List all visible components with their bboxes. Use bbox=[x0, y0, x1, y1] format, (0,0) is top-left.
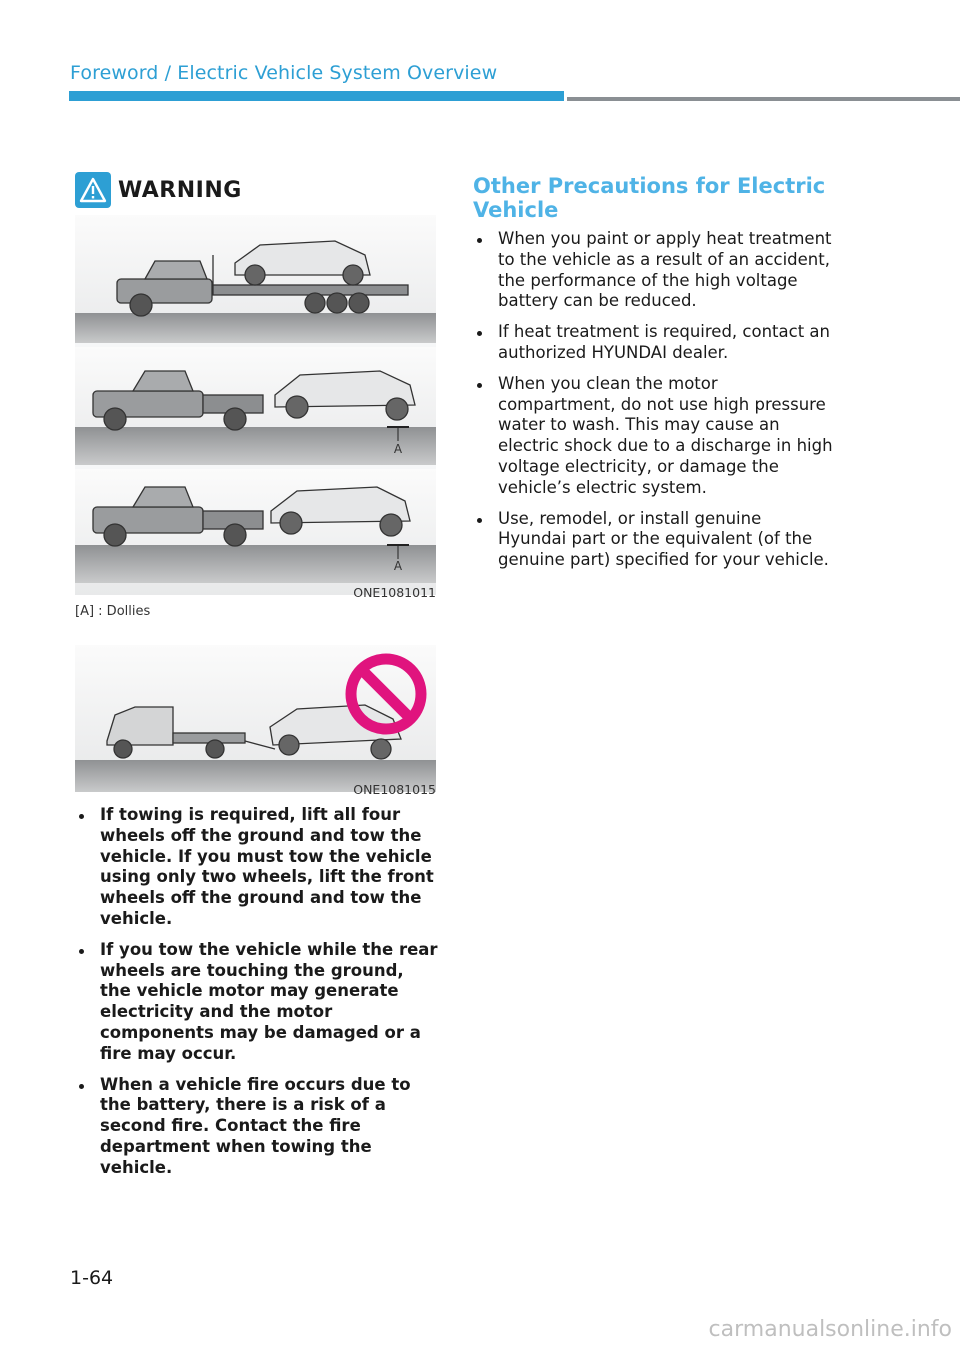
list-item: If towing is required, lift all four wheels off the ground and tow the vehicle. If you must tow the vehicle using only two wheels, lift the front wheels off the ground and tow the vehicle. bbox=[75, 805, 440, 930]
list-item: When a vehicle fire occurs due to the battery, there is a risk of a second fire. Contact the fire department when towing the vehicle. bbox=[75, 1075, 440, 1179]
watermark: carmanualsonline.info bbox=[708, 1317, 952, 1342]
header-title: Foreword / Electric Vehicle System Overview bbox=[70, 62, 498, 84]
figure-code: ONE1081015 bbox=[353, 782, 436, 797]
warning-triangle-icon bbox=[75, 172, 111, 208]
warning-heading bbox=[75, 171, 242, 209]
page-number: 1-64 bbox=[70, 1267, 114, 1289]
list-item: When you paint or apply heat treatment to the vehicle as a result of an accident, the performance of the high voltage battery can be reduced. bbox=[473, 229, 833, 312]
towing-warning-list bbox=[75, 805, 440, 1189]
section-title: Other Precautions for Electric Vehicle bbox=[473, 174, 826, 222]
list-item: If heat treatment is required, contact an authorized HYUNDAI dealer. bbox=[473, 322, 833, 364]
towing-methods-illustration bbox=[75, 215, 436, 595]
prohibited-towing-illustration bbox=[75, 645, 436, 792]
list-item: Use, remodel, or install genuine Hyundai part or the equivalent (of the genuine part) specified for your vehicle. bbox=[473, 509, 833, 571]
list-item: If you tow the vehicle while the rear wheels are touching the ground, the vehicle motor may generate electricity and the motor components may be damaged or a fire may occur. bbox=[75, 940, 440, 1065]
precautions-list bbox=[473, 229, 833, 581]
header-rule-gray bbox=[567, 97, 960, 101]
figure-code: ONE1081011 bbox=[353, 585, 436, 600]
dolly-label: A bbox=[393, 559, 403, 573]
dolly-label: A bbox=[393, 442, 403, 456]
warning-label: WARNING bbox=[118, 177, 242, 203]
figure-caption: [A] : Dollies bbox=[75, 604, 151, 619]
list-item: When you clean the motor compartment, do not use high pressure water to wash. This may cause an electric shock due to a discharge in high voltage electricity, or damage the vehicle’s electric system. bbox=[473, 374, 833, 499]
header-rule-blue bbox=[69, 91, 564, 101]
